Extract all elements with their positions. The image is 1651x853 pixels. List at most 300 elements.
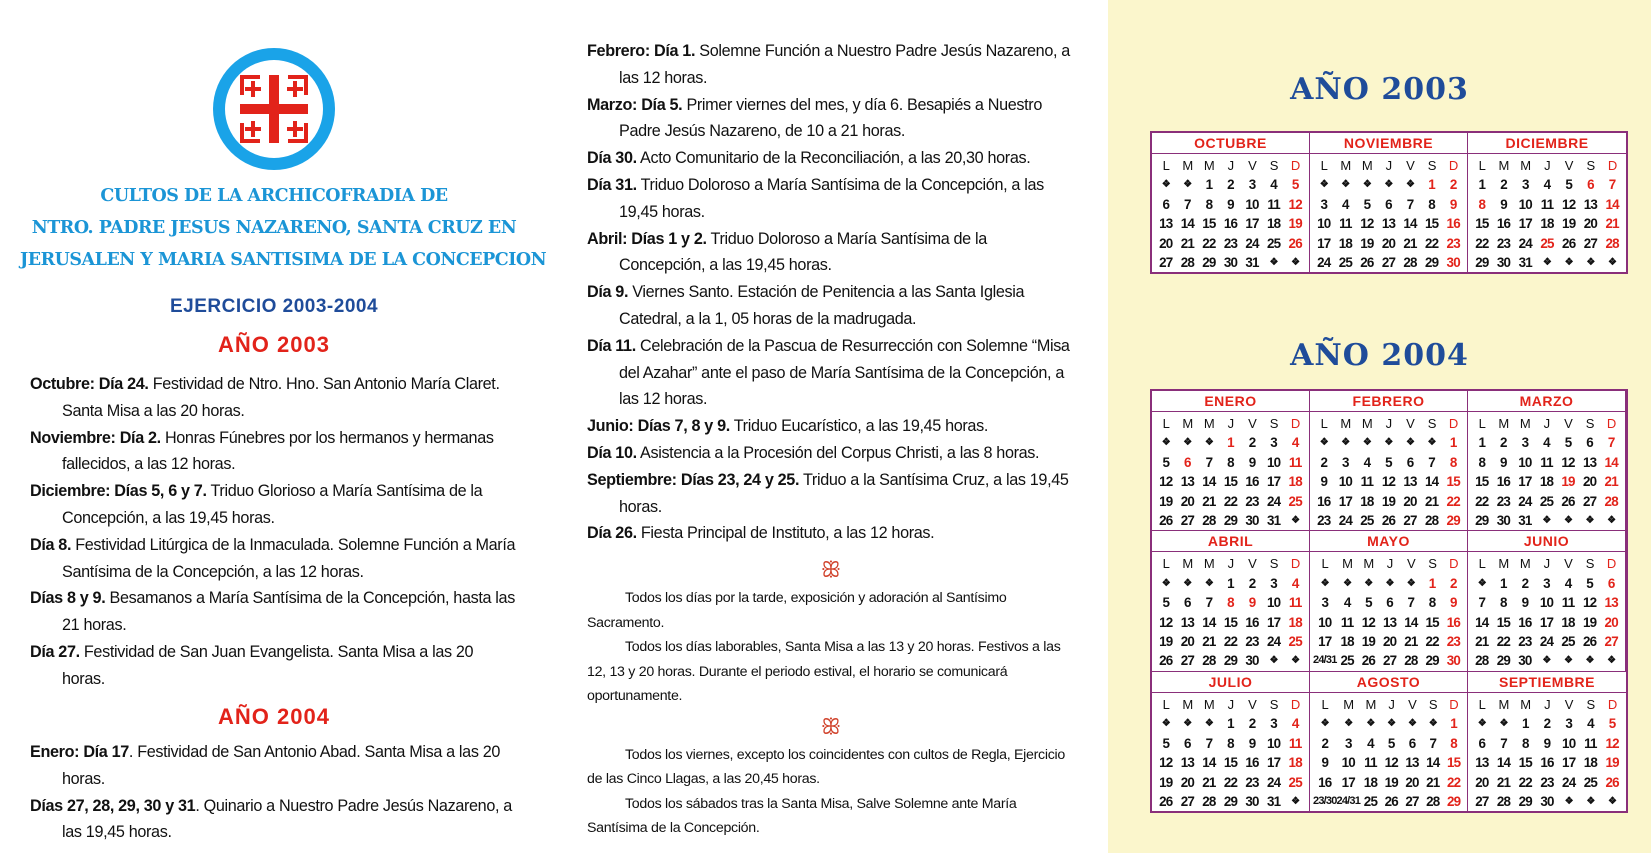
day-cell: 23 bbox=[1245, 493, 1259, 509]
day-cell: 23 bbox=[1540, 774, 1554, 790]
day-cell: 14 bbox=[1202, 614, 1216, 630]
day-cell: 19 bbox=[1384, 774, 1398, 790]
month-name: SEPTIEMBRE bbox=[1468, 672, 1626, 693]
day-cell: 21 bbox=[1403, 235, 1417, 251]
day-cell: 3 bbox=[1342, 454, 1349, 470]
day-cell: 6 bbox=[1386, 595, 1393, 611]
day-cell: 10 bbox=[1338, 474, 1352, 490]
entry-text: Festividad de San Juan Evangelista. Santa Misa a las 20 horas. bbox=[62, 642, 474, 688]
entry-date: Días 27, 28, 29, 30 y 31 bbox=[30, 796, 196, 815]
month-mayo bbox=[1310, 530, 1468, 670]
day-cell: 28 bbox=[1475, 653, 1489, 669]
cult-entry bbox=[587, 226, 1075, 280]
blank-day-icon: ❖ bbox=[1428, 718, 1437, 730]
day-cell: 5 bbox=[1363, 196, 1371, 212]
day-cell: 29 bbox=[1425, 653, 1439, 669]
day-cell: 5 bbox=[1162, 735, 1170, 751]
blank-day-icon: ❖ bbox=[1362, 179, 1371, 191]
cult-entry bbox=[587, 38, 1075, 92]
month-enero bbox=[1152, 391, 1310, 530]
cult-entry bbox=[587, 172, 1075, 226]
day-cell: 30 bbox=[1223, 255, 1238, 271]
entry-text: Festividad de Ntro. Hno. San Antonio María Claret. Santa Misa a las 20 horas. bbox=[62, 375, 500, 420]
day-cell: 9 bbox=[1248, 735, 1256, 751]
day-cell: 17 bbox=[1562, 755, 1576, 771]
day-cell: 1 bbox=[1478, 177, 1486, 193]
blank-day-icon: ❖ bbox=[1343, 577, 1352, 589]
day-cell: 9 bbox=[1449, 196, 1457, 212]
entry-date: Día 10. bbox=[587, 443, 637, 462]
weekday-header: L bbox=[1478, 158, 1486, 173]
month-noviembre bbox=[1310, 133, 1468, 272]
day-cell: 16 bbox=[1540, 755, 1554, 771]
day-cell: 19 bbox=[1288, 216, 1302, 232]
weekday-header: D bbox=[1606, 556, 1616, 572]
day-cell: 5 bbox=[1162, 595, 1170, 611]
day-cell: 9 bbox=[1321, 755, 1329, 771]
day-cell: 9 bbox=[1543, 735, 1551, 751]
day-cell: 19 bbox=[1561, 474, 1575, 490]
exercise-heading: EJERCICIO 2003-2004 bbox=[169, 296, 379, 317]
day-cell: 28 bbox=[1202, 793, 1216, 809]
day-cell: 29 bbox=[1424, 255, 1439, 271]
day-cell: 26 bbox=[1381, 513, 1396, 529]
day-cell: 2 bbox=[1227, 177, 1234, 193]
day-cell: 15 bbox=[1475, 474, 1489, 490]
blank-day-icon: ❖ bbox=[1564, 257, 1573, 269]
day-cell: 6 bbox=[1184, 595, 1191, 611]
day-cell: 14 bbox=[1180, 216, 1194, 232]
day-cell: 14 bbox=[1605, 196, 1619, 212]
day-cell: 29 bbox=[1475, 513, 1489, 529]
org-title-line-1: CULTOS DE LA ARCHICOFRADIA DE bbox=[100, 186, 448, 206]
blank-day-icon: ❖ bbox=[1608, 257, 1617, 269]
day-cell: 14 bbox=[1424, 474, 1439, 490]
day-cell: 9 bbox=[1500, 454, 1507, 470]
day-cell: 14 bbox=[1604, 454, 1618, 470]
day-cell: 22 bbox=[1223, 493, 1238, 509]
day-cell: 11 bbox=[1360, 474, 1374, 490]
day-cell: 6 bbox=[1162, 196, 1170, 212]
weekday-header: J bbox=[1385, 158, 1392, 173]
cult-2003-entry bbox=[30, 585, 518, 639]
day-cell: 28 bbox=[1202, 513, 1216, 529]
day-cell: 20 bbox=[1159, 235, 1173, 251]
entry-date: Septiembre: Días 23, 24 y 25. bbox=[587, 470, 800, 489]
weekday-header: L bbox=[1321, 556, 1328, 572]
day-cell: 8 bbox=[1500, 595, 1507, 611]
blank-day-icon: ❖ bbox=[1204, 718, 1213, 730]
day-cell: 6 bbox=[1478, 735, 1486, 751]
day-cell: 7 bbox=[1406, 196, 1414, 212]
day-cell: 21 bbox=[1475, 634, 1489, 650]
cult-entry bbox=[587, 92, 1075, 146]
day-cell: 24 bbox=[1338, 513, 1352, 529]
day-cell: 4 bbox=[1342, 196, 1349, 212]
cult-entry bbox=[587, 413, 1075, 440]
day-cell: 18 bbox=[1540, 216, 1554, 232]
day-cell: 10 bbox=[1317, 216, 1331, 232]
day-cell: 3 bbox=[1270, 435, 1277, 451]
weekday-header: M bbox=[1203, 556, 1214, 572]
month-name: ENERO bbox=[1152, 391, 1309, 412]
entry-text: Triduo Doloroso a María Santísima de la Concepción, a las 19,45 horas. bbox=[619, 175, 1044, 221]
day-cell: 19 bbox=[1159, 493, 1173, 509]
blank-day-icon: ❖ bbox=[1291, 795, 1300, 807]
day-cell: 13 bbox=[1159, 216, 1173, 232]
day-cell: 13 bbox=[1604, 595, 1618, 611]
day-cell: 21 bbox=[1605, 216, 1619, 232]
cult-2004-entry bbox=[30, 739, 518, 793]
day-cell: 16 bbox=[1245, 614, 1259, 630]
day-cell: 8 bbox=[1227, 735, 1234, 751]
day-cell: 30 bbox=[1518, 653, 1532, 669]
day-cell: 2 bbox=[1543, 716, 1551, 732]
day-cell: 24/31 bbox=[1313, 654, 1337, 667]
day-cell: 9 bbox=[1227, 196, 1234, 212]
day-cell: 2 bbox=[1248, 435, 1256, 451]
cult-entry bbox=[587, 440, 1075, 467]
day-cell: 10 bbox=[1539, 595, 1554, 611]
day-cell: 11 bbox=[1340, 614, 1354, 630]
calendar-2003-title: AÑO 2003 bbox=[1290, 72, 1469, 107]
weekday-header: M bbox=[1361, 158, 1372, 173]
day-cell: 1 bbox=[1428, 177, 1435, 193]
day-cell: 25 bbox=[1338, 255, 1352, 271]
day-cell: 3 bbox=[1321, 595, 1329, 611]
weekday-header: J bbox=[1385, 416, 1392, 431]
weekday-header: D bbox=[1290, 158, 1300, 173]
day-cell: 21 bbox=[1424, 493, 1439, 509]
day-cell: 24 bbox=[1562, 774, 1576, 790]
blank-day-icon: ❖ bbox=[1385, 577, 1394, 589]
day-cell: 2 bbox=[1450, 575, 1457, 591]
day-cell: 12 bbox=[1159, 755, 1173, 771]
weekday-header: M bbox=[1203, 416, 1214, 431]
weekday-header: L bbox=[1162, 556, 1169, 572]
day-cell: 25 bbox=[1539, 493, 1554, 509]
day-cell: 16 bbox=[1245, 474, 1259, 490]
entry-date: Día 30. bbox=[587, 149, 637, 168]
weekday-header: M bbox=[1182, 158, 1193, 173]
day-cell: 12 bbox=[1288, 196, 1302, 212]
day-cell: 12 bbox=[1159, 614, 1173, 630]
weekday-header: J bbox=[1386, 556, 1393, 572]
day-cell: 7 bbox=[1184, 196, 1191, 212]
month-diciembre bbox=[1468, 133, 1626, 272]
day-cell: 24 bbox=[1245, 235, 1259, 251]
day-cell: 11 bbox=[1288, 454, 1302, 470]
day-cell: 22 bbox=[1223, 774, 1238, 790]
day-cell: 25 bbox=[1363, 793, 1378, 809]
day-cell: 5 bbox=[1565, 177, 1573, 193]
day-cell: 7 bbox=[1500, 735, 1507, 751]
day-cell: 29 bbox=[1496, 653, 1510, 669]
weekday-header: S bbox=[1586, 158, 1595, 173]
day-cell: 23 bbox=[1518, 634, 1532, 650]
day-cell: 24 bbox=[1266, 774, 1281, 790]
day-cell: 20 bbox=[1381, 235, 1396, 251]
blank-day-icon: ❖ bbox=[1291, 655, 1300, 667]
entry-date: Febrero: Día 1. bbox=[587, 42, 696, 60]
month-octubre bbox=[1152, 133, 1310, 272]
schedule-paragraph: Todos los días por la tarde, exposición y adoración al Santísimo Sacramento. bbox=[587, 590, 1007, 631]
day-cell: 16 bbox=[1496, 474, 1510, 490]
day-cell: 22 bbox=[1202, 235, 1216, 251]
entry-date: Abril: Días 1 y 2. bbox=[587, 229, 707, 248]
day-cell: 4 bbox=[1367, 735, 1374, 751]
calendar-2003 bbox=[1150, 131, 1628, 274]
entry-date: Día 8. bbox=[30, 535, 72, 554]
day-cell: 17 bbox=[1518, 474, 1532, 490]
weekday-header: J bbox=[1543, 556, 1550, 572]
day-cell: 18 bbox=[1561, 614, 1575, 630]
day-cell: 11 bbox=[1364, 755, 1377, 771]
weekday-header: D bbox=[1448, 416, 1458, 431]
day-cell: 3 bbox=[1248, 177, 1256, 193]
weekday-header: L bbox=[1162, 696, 1169, 712]
month-septiembre bbox=[1468, 671, 1626, 811]
blank-day-icon: ❖ bbox=[1161, 577, 1170, 589]
day-cell: 7 bbox=[1407, 595, 1415, 611]
day-cell: 4 bbox=[1543, 177, 1551, 193]
day-cell: 8 bbox=[1449, 454, 1457, 470]
day-cell: 19 bbox=[1159, 634, 1173, 650]
month-agosto bbox=[1310, 671, 1468, 811]
day-cell: 10 bbox=[1245, 196, 1259, 212]
blank-day-icon: ❖ bbox=[1405, 179, 1415, 191]
day-cell: 18 bbox=[1360, 493, 1374, 509]
weekday-header: S bbox=[1586, 696, 1595, 712]
day-cell: 17 bbox=[1266, 755, 1281, 771]
day-cell: 7 bbox=[1205, 595, 1213, 611]
entry-text: Primer viernes del mes, y día 6. Besapiés a Nuestro Padre Jesús Nazareno, de 10 a 21 horas. bbox=[619, 95, 1042, 141]
day-cell: 14 bbox=[1475, 614, 1489, 630]
day-cell: 8 bbox=[1227, 454, 1234, 470]
day-cell: 22 bbox=[1223, 634, 1238, 650]
day-cell: 17 bbox=[1341, 774, 1355, 790]
schedule-paragraph: Todos los sábados tras la Santa Misa, Salve Solemne ante María Santísima de la Concepción. bbox=[587, 795, 1017, 836]
entry-text: Besamanos a María Santísima de la Concepción, hasta las 21 horas. bbox=[62, 589, 515, 635]
entry-date: Enero: Día 17 bbox=[30, 743, 129, 761]
blank-day-icon: ❖ bbox=[1161, 718, 1170, 730]
day-cell: 27 bbox=[1180, 653, 1194, 669]
day-cell: 31 bbox=[1518, 255, 1532, 271]
schedule-paragraph: Todos los días laborables, Santa Misa a las 13 y 20 horas. Festivos a las 12, 13 y 20 horas. Durante el periodo estival, el horario se comunicará oportunamente. bbox=[587, 639, 1061, 704]
blank-day-icon: ❖ bbox=[1344, 718, 1353, 730]
day-cell: 3 bbox=[1270, 716, 1277, 732]
day-cell: 30 bbox=[1496, 255, 1511, 271]
day-cell: 6 bbox=[1385, 196, 1392, 212]
blank-day-icon: ❖ bbox=[1291, 515, 1300, 527]
day-cell: 7 bbox=[1429, 735, 1437, 751]
day-cell: 11 bbox=[1540, 196, 1554, 212]
blank-day-icon: ❖ bbox=[1406, 577, 1415, 589]
day-cell: 20 bbox=[1405, 774, 1419, 790]
year-2004-heading: AÑO 2004 bbox=[218, 704, 330, 729]
list-2004 bbox=[30, 739, 518, 846]
day-cell: 24 bbox=[1518, 235, 1532, 251]
cult-2003-entry bbox=[30, 371, 518, 425]
day-cell: 6 bbox=[1586, 435, 1593, 451]
day-cell: 12 bbox=[1361, 614, 1376, 630]
day-cell: 21 bbox=[1426, 774, 1440, 790]
blank-day-icon: ❖ bbox=[1183, 437, 1192, 449]
weekday-header: J bbox=[1227, 556, 1234, 572]
day-cell: 21 bbox=[1604, 474, 1618, 490]
month-name: JUNIO bbox=[1468, 531, 1625, 552]
day-cell: 21 bbox=[1202, 774, 1216, 790]
weekday-header: J bbox=[1227, 158, 1234, 173]
day-cell: 14 bbox=[1403, 216, 1417, 232]
day-cell: 23 bbox=[1245, 634, 1259, 650]
blank-day-icon: ❖ bbox=[1183, 718, 1192, 730]
day-cell: 23 bbox=[1446, 235, 1460, 251]
day-cell: 7 bbox=[1205, 454, 1213, 470]
day-cell: 13 bbox=[1405, 755, 1419, 771]
weekday-header: D bbox=[1449, 696, 1458, 712]
day-cell: 21 bbox=[1496, 774, 1511, 790]
day-cell: 10 bbox=[1318, 614, 1332, 630]
day-cell: 20 bbox=[1403, 493, 1417, 509]
day-cell: 10 bbox=[1266, 735, 1281, 751]
blank-day-icon: ❖ bbox=[1607, 515, 1616, 527]
day-cell: 3 bbox=[1344, 735, 1352, 751]
day-cell: 18 bbox=[1266, 216, 1281, 232]
blank-day-icon: ❖ bbox=[1366, 718, 1375, 730]
weekday-header: L bbox=[1321, 696, 1328, 712]
day-cell: 26 bbox=[1361, 653, 1376, 669]
weekday-header: V bbox=[1408, 696, 1416, 712]
day-cell: 8 bbox=[1478, 196, 1486, 212]
day-cell: 28 bbox=[1605, 235, 1619, 251]
day-cell: 27 bbox=[1604, 634, 1618, 650]
weekday-header: J bbox=[1543, 416, 1550, 431]
month-name: JULIO bbox=[1152, 672, 1309, 693]
month-name: DICIEMBRE bbox=[1468, 133, 1626, 154]
blank-day-icon: ❖ bbox=[1384, 437, 1393, 449]
weekday-header: L bbox=[1478, 416, 1485, 431]
blank-day-icon: ❖ bbox=[1319, 179, 1328, 191]
weekday-header: V bbox=[1248, 556, 1256, 572]
day-cell: 7 bbox=[1607, 435, 1615, 451]
day-cell: 24 bbox=[1518, 493, 1532, 509]
blank-day-icon: ❖ bbox=[1542, 257, 1552, 269]
day-cell: 24 bbox=[1266, 634, 1281, 650]
entry-text: Solemne Función a Nuestro Padre Jesús Nazareno, a las 12 horas. bbox=[619, 42, 1070, 87]
weekday-header: L bbox=[1478, 556, 1485, 572]
day-cell: 16 bbox=[1317, 493, 1331, 509]
day-cell: 15 bbox=[1496, 614, 1510, 630]
cult-2003-entry bbox=[30, 478, 518, 532]
day-cell: 1 bbox=[1521, 716, 1529, 732]
day-cell: 20 bbox=[1382, 634, 1397, 650]
day-cell: 23 bbox=[1223, 235, 1238, 251]
blank-day-icon: ❖ bbox=[1161, 179, 1170, 191]
entry-text: Asistencia a la Procesión del Corpus Christi, a las 8 horas. bbox=[636, 443, 1040, 462]
blank-day-icon: ❖ bbox=[1204, 437, 1213, 449]
day-cell: 19 bbox=[1582, 614, 1597, 630]
day-cell: 11 bbox=[1288, 735, 1302, 751]
day-cell: 23 bbox=[1317, 513, 1331, 529]
day-cell: 19 bbox=[1361, 634, 1376, 650]
day-cell: 31 bbox=[1245, 255, 1259, 271]
day-cell: 11 bbox=[1339, 216, 1352, 232]
day-cell: 1 bbox=[1205, 177, 1213, 193]
day-cell: 23 bbox=[1245, 774, 1259, 790]
entry-text: Triduo Glorioso a María Santísima de la Concepción, a las 19,45 horas. bbox=[62, 482, 483, 527]
day-cell: 1 bbox=[1478, 435, 1486, 451]
day-cell: 15 bbox=[1223, 474, 1238, 490]
ornament-icon: ꕥ bbox=[820, 713, 842, 739]
day-cell: 4 bbox=[1291, 716, 1299, 732]
day-cell: 6 bbox=[1587, 177, 1594, 193]
day-cell: 24 bbox=[1266, 493, 1281, 509]
weekday-header: V bbox=[1248, 416, 1256, 431]
weekday-header: D bbox=[1290, 416, 1300, 431]
day-cell: 26 bbox=[1159, 513, 1173, 529]
entry-date: Junio: Días 7, 8 y 9. bbox=[587, 417, 730, 436]
entry-date: Día 27. bbox=[30, 642, 80, 661]
day-cell: 18 bbox=[1363, 774, 1378, 790]
weekday-header: J bbox=[1544, 158, 1550, 173]
day-cell: 19 bbox=[1605, 755, 1619, 771]
entry-text: Festividad Litúrgica de la Inmaculada. Solemne Función a María Santísima de la Concepción, a las 12 horas. bbox=[62, 535, 516, 581]
day-cell: 5 bbox=[1365, 595, 1372, 611]
day-cell: 4 bbox=[1291, 575, 1299, 591]
day-cell: 17 bbox=[1266, 474, 1281, 490]
day-cell: 9 bbox=[1248, 595, 1256, 611]
mid-paragraphs bbox=[587, 552, 1075, 841]
day-cell: 5 bbox=[1385, 454, 1392, 470]
day-cell: 19 bbox=[1159, 774, 1173, 790]
day-cell: 11 bbox=[1584, 735, 1597, 751]
month-name: AGOSTO bbox=[1310, 672, 1467, 693]
weekday-header: M bbox=[1203, 158, 1214, 173]
calendar-panel bbox=[1108, 0, 1651, 853]
day-cell: 20 bbox=[1180, 493, 1194, 509]
day-cell: 29 bbox=[1202, 255, 1216, 271]
day-cell: 15 bbox=[1223, 755, 1238, 771]
blank-day-icon: ❖ bbox=[1407, 718, 1417, 730]
blank-day-icon: ❖ bbox=[1542, 655, 1551, 667]
day-cell: 1 bbox=[1449, 435, 1457, 451]
calendar-2004 bbox=[1150, 389, 1628, 813]
day-cell: 3 bbox=[1543, 575, 1550, 591]
cult-entry bbox=[587, 333, 1075, 413]
weekday-header: M bbox=[1498, 158, 1509, 173]
day-cell: 15 bbox=[1425, 614, 1439, 630]
day-cell: 9 bbox=[1500, 196, 1507, 212]
left-panel bbox=[0, 0, 548, 853]
day-cell: 26 bbox=[1562, 235, 1576, 251]
day-cell: 25 bbox=[1288, 774, 1302, 790]
entry-text: . Festividad de San Antonio Abad. Santa Misa a las 20 horas. bbox=[62, 743, 501, 788]
entry-date: Día 11. bbox=[587, 336, 636, 355]
org-title-line-3: JERUSALEN Y MARIA SANTISIMA DE LA CONCEPCION bbox=[20, 250, 547, 270]
blank-day-icon: ❖ bbox=[1183, 577, 1192, 589]
day-cell: 3 bbox=[1565, 716, 1573, 732]
day-cell: 21 bbox=[1202, 634, 1216, 650]
day-cell: 21 bbox=[1404, 634, 1418, 650]
day-cell: 10 bbox=[1518, 196, 1532, 212]
entry-text: . Quinario a Nuestro Padre Jesús Nazareno, a las 19,45 horas. bbox=[62, 796, 512, 842]
day-cell: 1 bbox=[1428, 575, 1436, 591]
blank-day-icon: ❖ bbox=[1364, 577, 1373, 589]
day-cell: 18 bbox=[1539, 474, 1554, 490]
month-febrero bbox=[1310, 391, 1468, 530]
blank-day-icon: ❖ bbox=[1362, 437, 1371, 449]
